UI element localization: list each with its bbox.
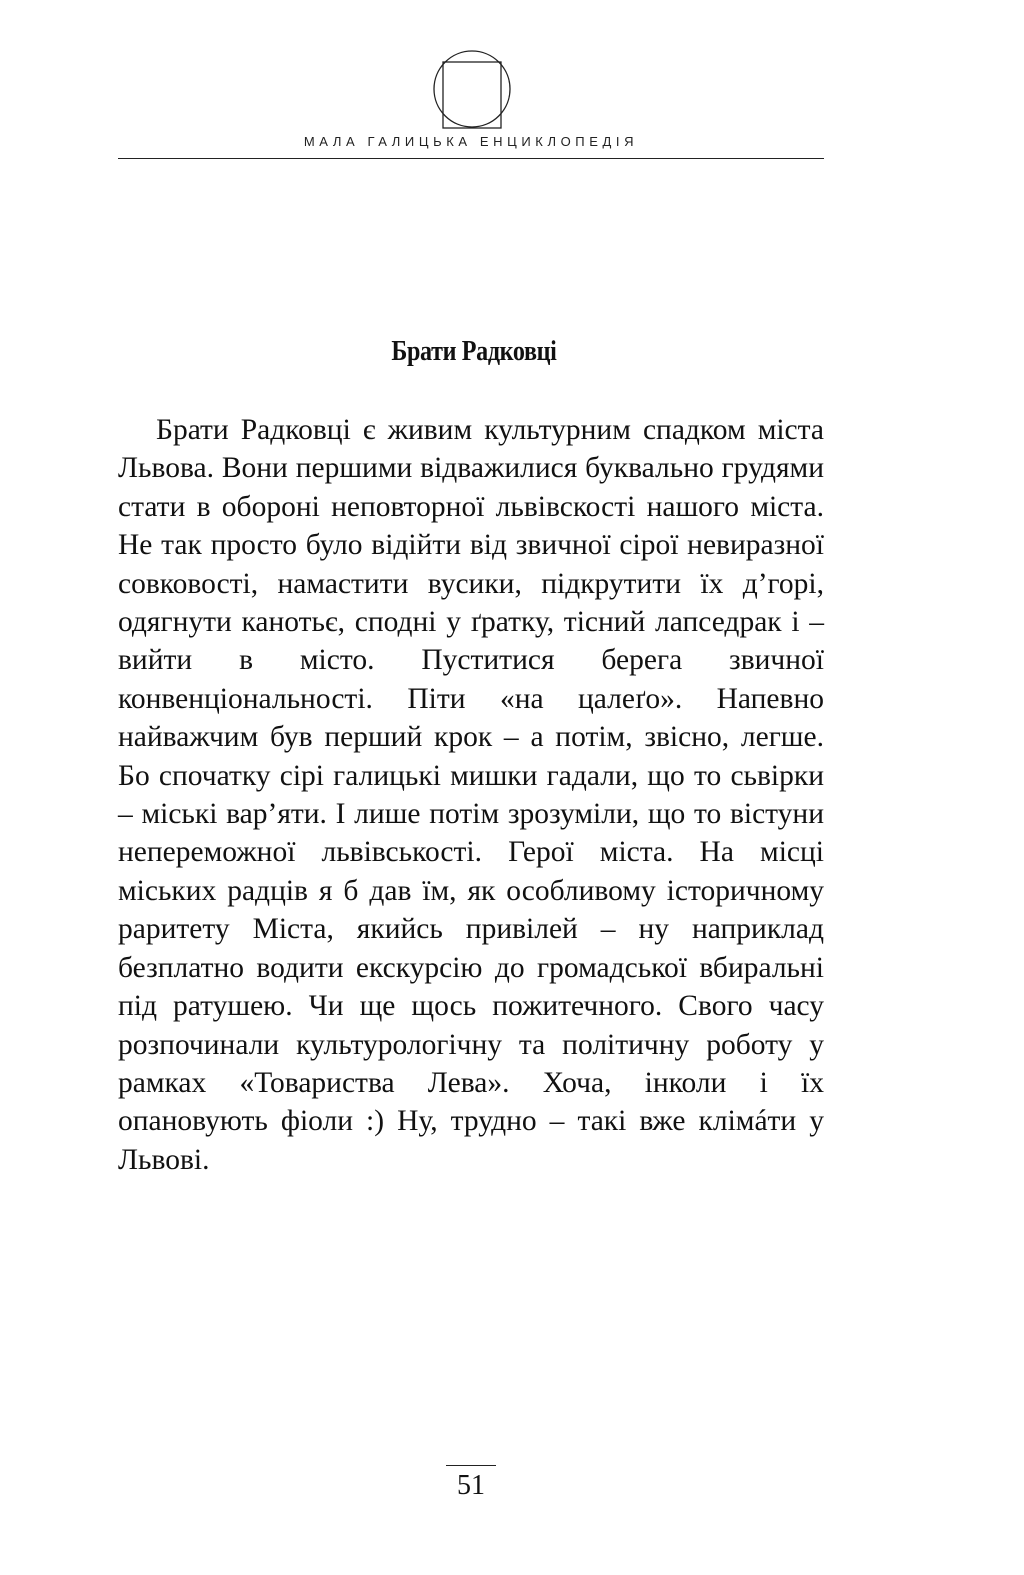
circle-square-logo-icon (431, 48, 513, 130)
page-number: 51 (446, 1465, 496, 1506)
header-divider (118, 158, 824, 159)
series-title: МАЛА ГАЛИЦЬКА ЕНЦИКЛОПЕДІЯ (303, 134, 639, 149)
article-body: Брати Радковці є живим культурним спадком міста Львова. Вони першими відважилися буквально грудями стати в обороні неповторної львівскості нашого міста. Не так просто було відійти від звичної сірої невиразної совковості, намастити вусики, підкрутити їх д’горі, одягнути канотьє, сподні у ґратку, тісний лапседрак і – вийти в місто. Пуститися берега звичної конвенціональності. Піти «на цалеґо». Напевно найважчим був перший крок – а потім, звісно, легше. Бо спочатку сірі галицькі мишки гадали, що то сьвірки – міські вар’яти. І лише потім зрозуміли, що то вістуни непереможної львівськості. Герої міста. На місці міських радців я б дав їм, як особливому історичному раритету Міста, якийсь привілей – ну наприклад безплатно водити екскурсію до громадської вбиральні під ратушею. Чи ще щось пожитечного. Свого часу розпочинали культурологічну та політичну роботу у рамках «Товариства Лева». Хоча, інколи і їх опановують фіоли :) Ну, трудно – такі вже клімáти у Львові. (118, 414, 824, 1176)
article-title: Брати Радковці (391, 336, 557, 367)
